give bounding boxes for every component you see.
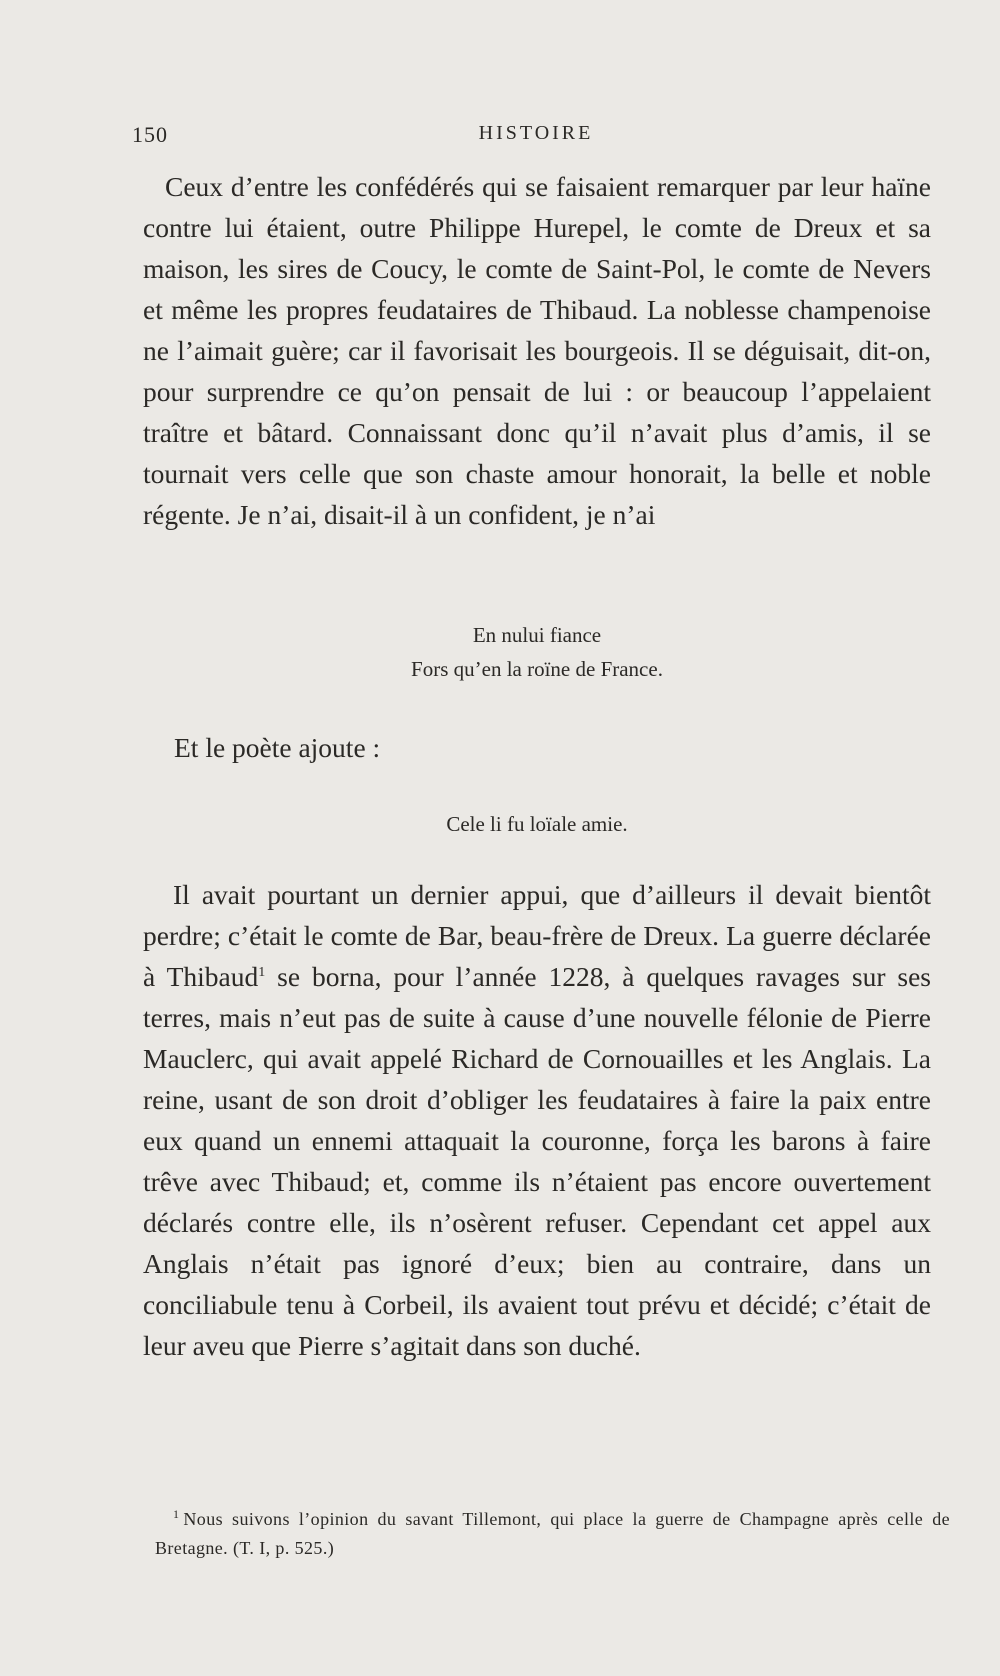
paragraph-1-text: Ceux d’entre les confédérés qui se faisaient remarquer par leur haïne contre lui étaient, outre Philippe Hurepel, le comte de Dreux et sa maison, les sires de Coucy, le comte de Saint-Pol, le comte de Nevers et même les propres feudataires de Thibaud. La noblesse champenoise ne l’aimait guère; car il favorisait les bourgeois. Il se déguisait, dit-on, pour surprendre ce qu’on pensait de lui : or beaucoup l’appelaient traître et bâtard. Connaissant donc qu’il n’avait plus d’amis, il se tournait vers celle que son chaste amour honorait, la belle et noble régente. Je n’ai, disait-il à un confident, je n’ai [143, 171, 931, 530]
footnote-text-block [155, 1505, 950, 1563]
verse-2-line-1: Cele li fu loïale amie. [446, 812, 628, 836]
paragraph-2-text [143, 874, 931, 1366]
paragraph-2-part-1: Il avait pourtant un dernier appui, que d’ailleurs il devait bientôt perdre; c’était le comte de Bar, beau-frère de Dreux. La guerre déclarée à Thibaud [143, 879, 931, 992]
footnote-text: Nous suivons l’opinion du savant Tillemont, qui place la guerre de Champagne après celle de Bretagne. (T. I, p. 525.) [155, 1509, 950, 1558]
running-title: HISTOIRE [478, 122, 594, 144]
page-number: 150 [132, 122, 168, 147]
footnote-reference[interactable]: 1 [258, 964, 266, 980]
verse-1-line-1: En nului fiance [472, 623, 602, 647]
footnote-mark: 1 [173, 1507, 180, 1521]
page-header [132, 122, 930, 152]
footnote [155, 1505, 950, 1563]
paragraph-2-part-2: se borna, pour l’année 1228, à quelques ravages sur ses terres, mais n’eut pas de suite à cause d’une nouvelle félonie de Pierre Mauclerc, qui avait appelé Richard de Cornouailles et les Anglais. La reine, usant de son droit d’obliger les feudataires à faire la paix entre eux quand un ennemi attaquait la couronne, força les barons à faire trêve avec Thibaud; et, comme ils n’étaient pas encore ouvertement déclarés contre elle, ils n’osèrent refuser. Cependant cet appel aux Anglais n’était pas ignoré d’eux; bien au contraire, dans un conciliabule tenu à Corbeil, ils avaient tout prévu et décidé; c’était de leur aveu que Pierre s’agitait dans son duché. [143, 961, 931, 1361]
transition-line: Et le poète ajoute : [174, 732, 381, 763]
verse-quote-2 [143, 807, 931, 841]
verse-1-line-2: Fors qu’en la roïne de France. [411, 657, 663, 681]
verse-quote-1 [143, 618, 931, 686]
paragraph-2 [143, 874, 931, 1366]
paragraph-1 [143, 166, 931, 535]
